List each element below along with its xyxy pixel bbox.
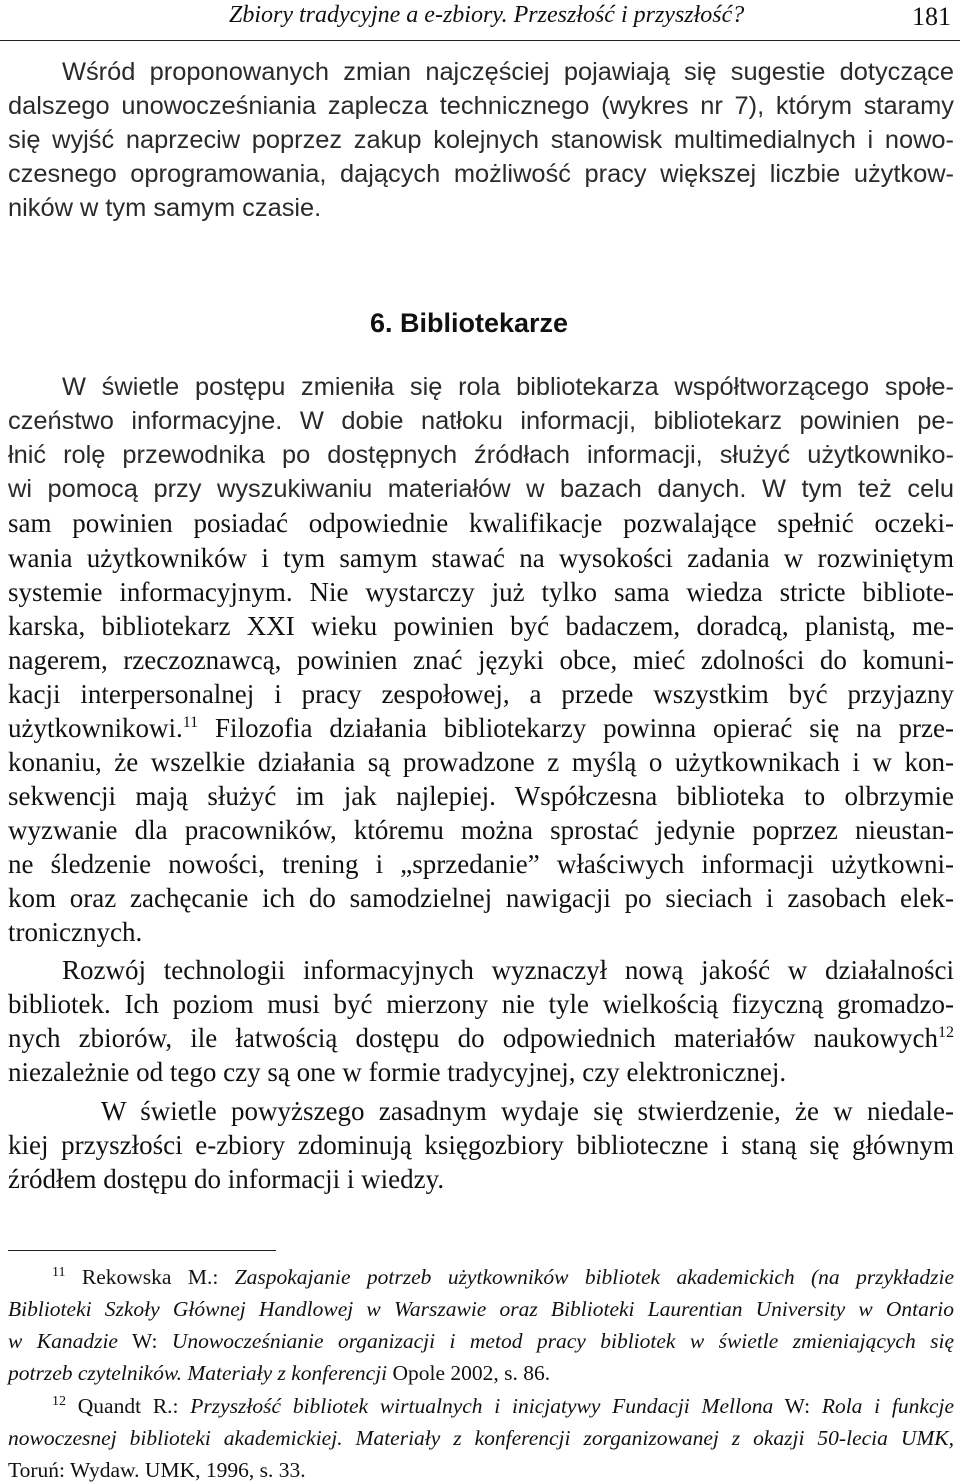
footnote-place: Opole 2002, s. 86.	[387, 1361, 551, 1385]
text-line: kacji interpersonalnej i pracy zespołowej, a przede wszystkim być przyjazny	[8, 679, 954, 709]
text-line: dalszego unowocześniania zaplecza technicznego (wykres nr 7), którym staramy	[8, 92, 954, 120]
footnote-number: 12	[52, 1393, 66, 1409]
footnote-source: Rola i funkcje	[821, 1394, 954, 1418]
section-heading: 6. Bibliotekarze	[370, 308, 569, 338]
footnote-title: Zaspokajanie potrzeb użytkowników bibliotek akademickich (na przykładzie	[234, 1265, 954, 1289]
footnote-in: W:	[773, 1394, 822, 1418]
footnote-in: W:	[117, 1329, 172, 1353]
text-line: Wśród proponowanych zmian najczęściej pojawiają się sugestie dotyczące	[62, 58, 954, 86]
footnote-ref-11[interactable]: 11	[182, 714, 199, 731]
text-line: ne śledzenie nowości, trening i „sprzedanie” właściwych informacji użytkowni-	[8, 849, 954, 879]
footnote-line: Toruń: Wydaw. UMK, 1996, s. 33.	[8, 1458, 306, 1482]
page-number: 181	[912, 2, 951, 31]
text-line: Rozwój technologii informacyjnych wyznaczył nową jakość w działalności	[62, 955, 954, 985]
text-line: bibliotek. Ich poziom musi być mierzony nie tyle wielkością fizyczną gromadzo-	[8, 989, 954, 1019]
footnote-line	[8, 1361, 954, 1386]
text-line: niezależnie od tego czy są one w formie tradycyjnej, czy elektronicznej.	[8, 1057, 787, 1087]
footnote-11	[52, 1265, 954, 1290]
text-line: W świetle powyższego zasadnym wydaje się stwierdzenie, że w niedale-	[101, 1096, 954, 1126]
text-line: kiej przyszłości e-zbiory zdominują księgozbiory biblioteczne i staną się głównym	[8, 1130, 954, 1160]
text-run: nych zbiorów, ile łatwością dostępu do odpowiednich materiałów naukowych	[8, 1023, 938, 1053]
text-line: się wyjść naprzeciw poprzez zakup kolejnych stanowisk multimedialnych i nowo-	[8, 126, 954, 154]
text-run: użytkownikowi.	[8, 713, 183, 743]
text-line: wania użytkowników i tym samym stawać na wysokości zadania w rozwiniętym	[8, 543, 954, 573]
text-line: sam powinien posiadać odpowiednie kwalifikacje pozwalające spełnić oczeki-	[8, 508, 954, 538]
text-line: nagerem, rzeczoznawcą, powinien znać języki obce, mieć zdolności do komuni-	[8, 645, 954, 675]
text-run: Filozofia działania bibliotekarzy powinna opierać się na prze-	[198, 713, 954, 743]
text-line: czesnego oprogramowania, dających możliwość pracy większej liczbie użytkow-	[8, 160, 954, 188]
text-line: łnić rolę przewodnika po dostępnych źródłach informacji, służyć użytkowniko-	[8, 441, 954, 469]
text-run: W dobie natłoku informacji, bibliotekarz powinien pe-	[282, 407, 954, 435]
text-line: ników w tym samym czasie.	[8, 194, 322, 222]
text-line: sekwencji mają służyć im jak najlepiej. Współczesna biblioteka to olbrzymie	[8, 781, 954, 811]
footnote-author: Quandt R.:	[77, 1394, 191, 1418]
footnote-author: Rekowska M.:	[81, 1265, 235, 1289]
text-line: źródłem dostępu do informacji i wiedzy.	[8, 1164, 445, 1194]
text-line: wyzwanie dla pracowników, któremu można sprostać jedynie poprzez nieustan-	[8, 815, 954, 845]
text-line: tronicznych.	[8, 917, 143, 947]
footnote-title: w Kanadzie	[8, 1329, 118, 1353]
text-line	[8, 1023, 954, 1054]
text-line: kom oraz zachęcanie ich do samodzielnej nawigacji po sieciach i zasobach elek-	[8, 883, 954, 913]
footnote-source: potrzeb czytelników. Materiały z konferencji	[8, 1361, 388, 1385]
text-line	[8, 407, 954, 436]
footnote-title: Przyszłość bibliotek wirtualnych i inicjatywy Fundacji Mellona	[190, 1394, 774, 1418]
footnote-line: Biblioteki Szkoły Głównej Handlowej w Warszawie oraz Biblioteki Laurentian University w Ontario	[8, 1297, 954, 1321]
running-title: Zbiory tradycyjne a e-zbiory. Przeszłość i przyszłość?	[229, 2, 745, 28]
text-line: wi pomocą przy wyszukiwaniu materiałów w bazach danych. W tym też celu	[8, 475, 954, 503]
footnote-separator	[8, 1250, 276, 1251]
footnote-number: 11	[52, 1264, 66, 1280]
footnote-line: nowoczesnej biblioteki akademickiej. Materiały z konferencji zorganizowanej z okazji 50-lecia UMK,	[8, 1426, 954, 1450]
footnote-ref-12[interactable]: 12	[938, 1024, 954, 1041]
footnote-line	[8, 1329, 954, 1354]
text-line	[8, 713, 954, 744]
footnote-source: Unowocześnianie organizacji i metod pracy bibliotek w świetle zmieniających się	[171, 1329, 954, 1353]
running-header	[0, 0, 960, 41]
text-line: konaniu, że wszelkie działania są prowadzone z myślą o użytkownikach i w kon-	[8, 747, 954, 777]
text-line: karska, bibliotekarz XXI wieku powinien być badaczem, doradcą, planistą, me-	[8, 611, 954, 641]
footnote-12	[52, 1394, 954, 1419]
text-line: W świetle postępu zmieniła się rola bibliotekarza współtworzącego społe-	[62, 373, 954, 401]
text-run: czeństwo informacyjne.	[8, 407, 283, 435]
text-line: systemie informacyjnym. Nie wystarczy już tylko sama wiedza stricte bibliote-	[8, 577, 954, 607]
